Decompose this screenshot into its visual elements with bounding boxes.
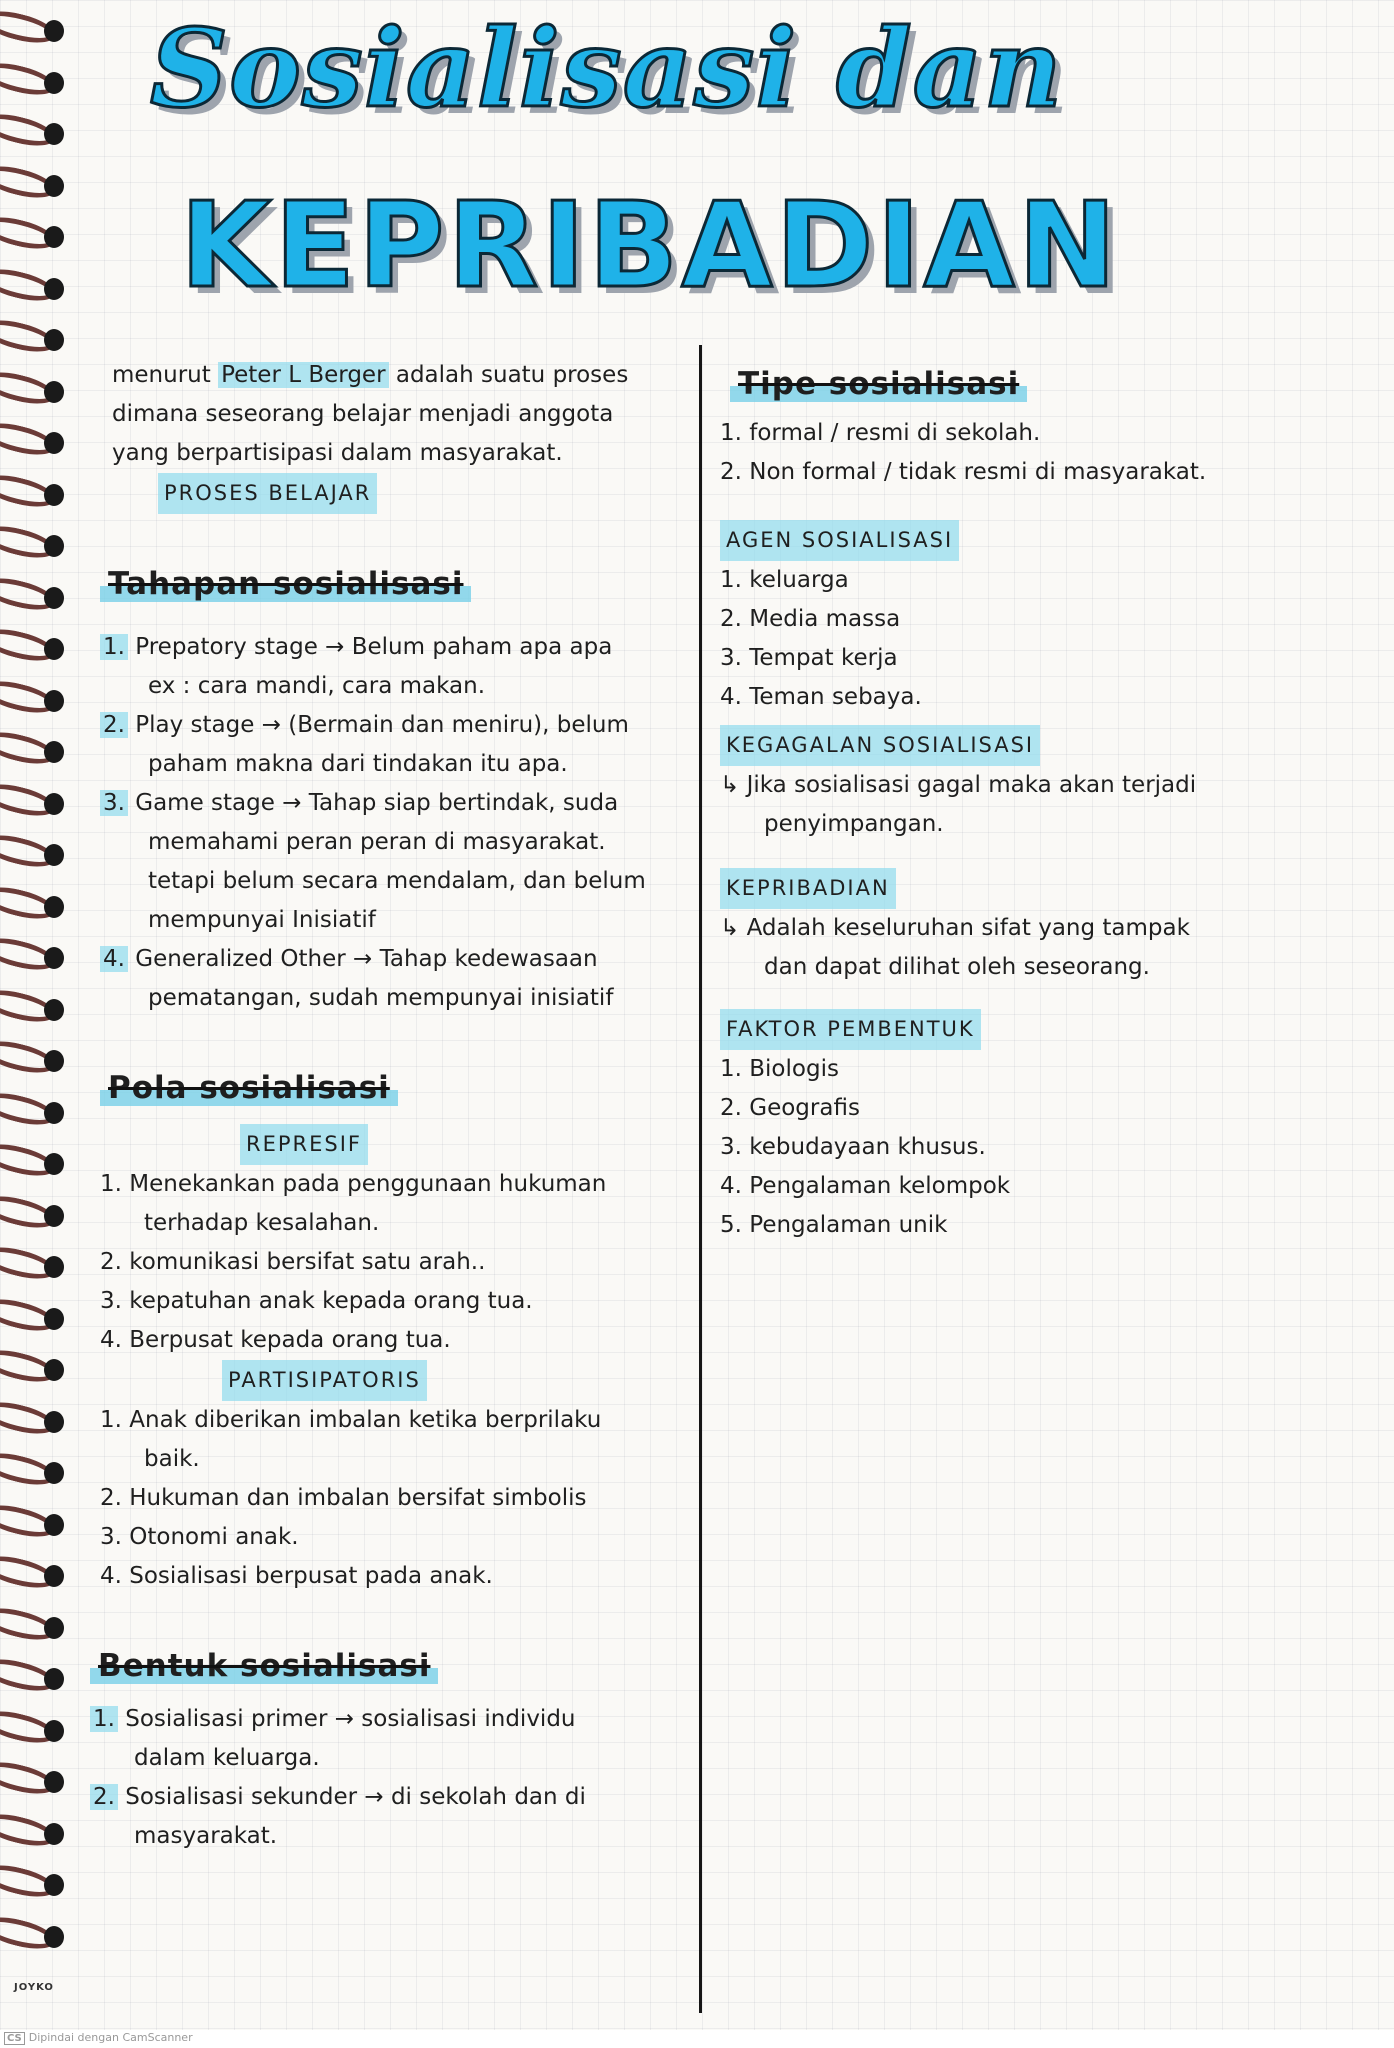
binding-hole [44,1050,64,1072]
binding-hole [44,1565,64,1587]
binding-hole [44,1359,64,1381]
binding-hole [44,1874,64,1896]
binding-hole [44,1411,64,1433]
list-item: 2. Sosialisasi sekunder → di sekolah dan di [90,1778,586,1817]
binding-hole [44,690,64,712]
binding-hole [44,1823,64,1845]
list-item: 4. Generalized Other → Tahap kedewasaan [100,940,646,979]
list-item: 1. Sosialisasi primer → sosialisasi individu [90,1700,586,1739]
kegagalan-line-1: ↳ Jika sosialisasi gagal maka akan terjadi [720,772,1197,798]
list-item: 2. Play stage → (Bermain dan meniru), belum [100,706,646,745]
binding-hole [44,1153,64,1175]
list-item: 2. Media massa [720,606,901,632]
binding-hole [44,947,64,969]
list-item: 4. Sosialisasi berpusat pada anak. [100,1563,493,1589]
bentuk-section: Bentuk sosialisasi 1. Sosialisasi primer → sosialisasi individu dalam keluarga. 2. Sosialisasi sekunder → di sekolah dan di masyarakat. [90,1648,586,1856]
list-item: 1. Biologis [720,1056,839,1082]
list-item: 3. Otonomi anak. [100,1524,299,1550]
binding-hole [44,1205,64,1227]
represif-label: REPRESIF [240,1124,368,1165]
list-item: 5. Pengalaman unik [720,1212,948,1238]
partisipatoris-label: PARTISIPATORIS [222,1360,427,1401]
right-column [720,366,1206,1245]
binding-hole [44,1514,64,1536]
binding-hole [44,1102,64,1124]
binding-hole [44,741,64,763]
highlight-peter-berger: Peter L Berger [218,362,388,388]
list-item: 1. Anak diberikan imbalan ketika berprilaku [100,1407,602,1433]
binding-hole [44,329,64,351]
column-divider [699,345,702,2013]
binding-hole [44,72,64,94]
kepribadian-line-2: dan dapat dilihat oleh seseorang. [764,954,1150,980]
tipe-heading: Tipe sosialisasi [730,366,1027,402]
bentuk-heading: Bentuk sosialisasi [90,1648,438,1684]
binding-hole [44,587,64,609]
pola-heading: Pola sosialisasi [100,1070,398,1106]
binding-hole [44,1256,64,1278]
tahapan-heading: Tahapan sosialisasi [100,566,471,602]
binding-hole [44,844,64,866]
binding-hole [44,432,64,454]
kegagalan-label: KEGAGALAN SOSIALISASI [720,725,1040,766]
binding-hole [44,1462,64,1484]
agen-label: AGEN SOSIALISASI [720,520,959,561]
list-item: 4. Berpusat kepada orang tua. [100,1327,451,1353]
binding-hole [44,20,64,42]
list-item: 1. Menekankan pada penggunaan hukuman [100,1171,607,1197]
binding-hole [44,175,64,197]
faktor-label: FAKTOR PEMBENTUK [720,1009,981,1050]
binding-hole [44,381,64,403]
camscanner-logo: CS [4,2032,25,2045]
list-item: 4. Pengalaman kelompok [720,1173,1011,1199]
binding-hole [44,1668,64,1690]
list-item: 2. Non formal / tidak resmi di masyarakat. [720,459,1207,485]
binding-hole [44,278,64,300]
list-item: 1. formal / resmi di sekolah. [720,420,1041,446]
left-column [112,356,628,514]
intro-line-3: yang berpartisipasi dalam masyarakat. [112,440,563,466]
binding-hole [44,484,64,506]
binding-hole [44,535,64,557]
list-item: 4. Teman sebaya. [720,684,922,710]
title-line-1: Sosialisasi dan [150,6,1064,132]
proses-belajar-label: PROSES BELAJAR [158,473,377,514]
author-mark: JOYKO [14,1982,54,1993]
binding-hole [44,1926,64,1948]
binding-hole [44,999,64,1021]
binding-hole [44,793,64,815]
binding-hole [44,123,64,145]
binding-hole [44,1308,64,1330]
binding-hole [44,638,64,660]
tahapan-section: Tahapan sosialisasi 1. Prepatory stage → Belum paham apa apa ex : cara mandi, cara makan. 2. Play stage → (Bermain dan meniru), belum paham makna dari tindakan itu apa. 3. Game stage → Tahap siap bertindak, suda memahami peran peran di masyarakat. tetapi belum secara mendalam, dan belum mempunyai Inisiatif 4. Generalized Other → Tahap kedewasaan pematangan, sudah mempunyai inisiatif [100,566,646,1018]
binding-hole [44,226,64,248]
intro-line-2: dimana seseorang belajar menjadi anggota [112,401,614,427]
binding-hole [44,1720,64,1742]
title-line-2: KEPRIBADIAN [180,176,1120,314]
binding-hole [44,1617,64,1639]
list-item: 2. Geografis [720,1095,860,1121]
list-item: 1. Prepatory stage → Belum paham apa apa [100,628,646,667]
intro-line-1: menurut Peter L Berger adalah suatu proses [112,362,629,388]
list-item: 1. keluarga [720,567,849,593]
list-item: 3. Tempat kerja [720,645,898,671]
kegagalan-line-2: penyimpangan. [764,811,944,837]
list-item: 3. kepatuhan anak kepada orang tua. [100,1288,533,1314]
list-item: 2. komunikasi bersifat satu arah.. [100,1249,486,1275]
kepribadian-line-1: ↳ Adalah keseluruhan sifat yang tampak [720,915,1190,941]
binding-hole [44,1771,64,1793]
list-item: 3. kebudayaan khusus. [720,1134,986,1160]
kepribadian-label: KEPRIBADIAN [720,868,896,909]
list-item: 2. Hukuman dan imbalan bersifat simbolis [100,1485,587,1511]
scanner-watermark: CS Dipindai dengan CamScanner [4,2031,193,2044]
binding-hole [44,896,64,918]
pola-section: Pola sosialisasi REPRESIF 1. Menekankan pada penggunaan hukuman terhadap kesalahan. 2. komunikasi bersifat satu arah.. 3. kepatuhan anak kepada orang tua. 4. Berpusat kepada orang tua. PARTISIPATORIS 1. Anak diberikan imbalan ketika berprilaku baik. 2. Hukuman dan imbalan bersifat simbolis 3. Otonomi anak. 4. Sosialisasi berpusat pada anak. [100,1070,606,1596]
list-item: 3. Game stage → Tahap siap bertindak, suda [100,784,646,823]
